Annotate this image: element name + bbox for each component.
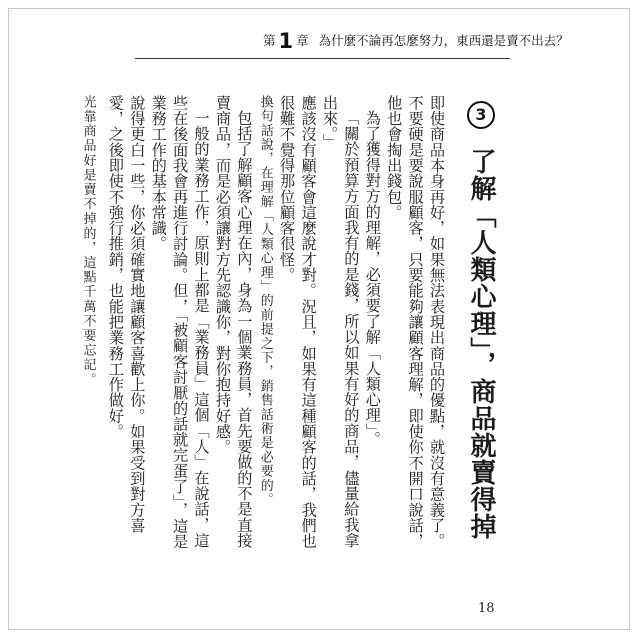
paragraph: 即使商品本身再好，如果無法表現出商品的優點，就沒有意義了。不要硬是要說服顧客，只要能夠讓顧客理解，即使你不開口說話，他也會掏出錢包。 xyxy=(385,95,446,549)
page-number: 18 xyxy=(478,601,495,616)
header-rule xyxy=(135,58,510,59)
paragraph: 說得更白一些，你必須確實地讓顧客喜歡上你。如果受到對方喜愛，之後即使不強行推銷，也能把業務工作做好。 xyxy=(106,95,147,534)
body-text xyxy=(80,95,447,562)
chapter-suffix: 章 xyxy=(296,33,309,48)
running-header xyxy=(263,29,569,53)
section-title: 了解「人類心理」，商品就賣得掉 xyxy=(466,148,496,540)
chapter-number: 1 xyxy=(278,29,294,53)
paragraph: 應該沒有顧客會這麼說才對。況且，如果有這種顧客的話，我們也很難不覺得那位顧客很怪。 xyxy=(278,95,318,549)
chapter-prefix: 第 xyxy=(263,33,276,48)
section-number-badge: 3 xyxy=(467,101,495,129)
paragraph: 一般的業務工作，原則上都是「業務員」這個「人」在說話，這些在後面我會再進行討論。但，「被顧客討厭的話就完蛋了」，這是業務工作的基本常識。 xyxy=(149,95,211,550)
paragraph: 「關於預算方面我有的是錢，所以如果有好的商品，儘量給我拿出來。」 xyxy=(320,95,361,549)
chapter-title: 為什麼不論再怎麼努力，東西還是賣不出去？ xyxy=(318,33,569,48)
paragraph-note: 換句話說，在理解「人類心理」的前提之下，銷售話術是必要的。 xyxy=(257,95,273,507)
closing-line: 光靠商品好是賣不掉的，這點千萬不要忘記。 xyxy=(80,95,96,387)
paragraph: 為了獲得對方的理解，必須要了解「人類心理」。 xyxy=(363,110,382,447)
paragraph: 包括了解顧客心理在內，身為一個業務員，首先要做的不是直接賣商品，而是必須讓對方先認識你，對你抱持好感。 xyxy=(213,95,254,549)
